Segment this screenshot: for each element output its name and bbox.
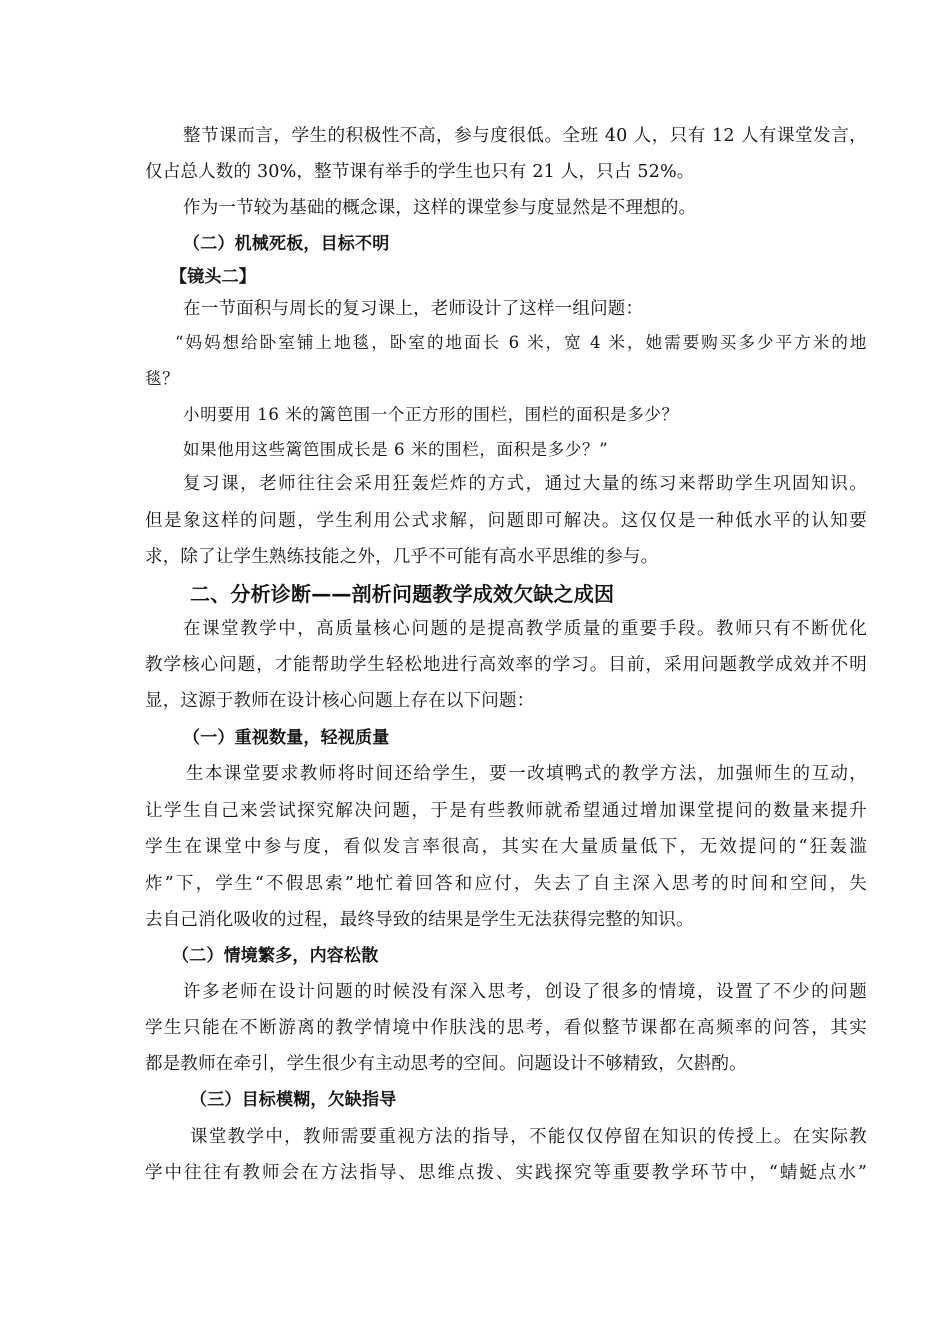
paragraph-line: 学中往往有教师会在方法指导、思维点拨、实践探究等重要教学环节中，“蜻蜓点水” xyxy=(145,1163,867,1183)
paragraph-line: 仅占总人数的 30%，整节课有举手的学生也只有 21 人，只占 52%。 xyxy=(145,162,695,182)
shot-label: 【镜头二】 xyxy=(170,267,256,287)
quote-line: “妈妈想给卧室铺上地毯，卧室的地面长 6 米，宽 4 米，她需要购买多少平方米的地 xyxy=(175,333,867,352)
paragraph-line: 复习课，老师往往会采用狂轰烂炸的方式，通过大量的练习来帮助学生巩固知识。 xyxy=(183,474,867,494)
section-heading: （一）重视数量，轻视质量 xyxy=(183,728,390,748)
paragraph-line: 教学核心问题，才能帮助学生轻松地进行高效率的学习。目前，采用问题教学成效并不明 xyxy=(145,655,867,675)
paragraph-line: 去自己消化吸收的过程，最终导致的结果是学生无法获得完整的知识。 xyxy=(145,910,694,930)
quote-line: 小明要用 16 米的篱笆围一个正方形的围栏，围栏的面积是多少？ xyxy=(183,405,679,424)
paragraph-line: 生本课堂要求教师将时间还给学生，要一改填鸭式的教学方法，加强师生的互动， xyxy=(186,764,867,784)
paragraph-line: 许多老师在设计问题的时候没有深入思考，创设了很多的情境，设置了不少的问题 xyxy=(183,982,867,1002)
paragraph-line: 作为一节较为基础的概念课，这样的课堂参与度显然是不理想的。 xyxy=(183,198,697,218)
quote-line: 毯？ xyxy=(145,369,180,388)
paragraph-line: 课堂教学中，教师需要重视方法的指导，不能仅仅停留在知识的传授上。在实际教 xyxy=(190,1127,867,1147)
paragraph-line: 显，这源于教师在设计核心问题上存在以下问题： xyxy=(145,691,535,711)
quote-line: 如果他用这些篱笆围成长是 6 米的围栏，面积是多少？” xyxy=(183,440,609,459)
section-heading: （二）情境繁多，内容松散 xyxy=(172,946,379,966)
paragraph-line: 炸”下，学生“不假思索”地忙着回答和应付，失去了自主深入思考的时间和空间，失 xyxy=(145,874,867,894)
paragraph-line: 但是象这样的问题，学生利用公式求解，问题即可解决。这仅仅是一种低水平的认知要 xyxy=(145,511,867,531)
paragraph-line: 都是教师在牵引，学生很少有主动思考的空间。问题设计不够精致，欠斟酌。 xyxy=(145,1054,747,1074)
paragraph-line: 让学生自己来尝试探究解决问题，于是有些教师就希望通过增加课堂提问的数量来提升 xyxy=(145,801,867,821)
paragraph-line: 学生只能在不断游离的教学情境中作肤浅的思考，看似整节课都在高频率的问答，其实 xyxy=(145,1018,867,1038)
paragraph-line: 求，除了让学生熟练技能之外，几乎不可能有高水平思维的参与。 xyxy=(145,547,659,567)
paragraph-line: 在一节面积与周长的复习课上，老师设计了这样一组问题： xyxy=(183,299,644,319)
section-heading: （二）机械死板，目标不明 xyxy=(183,234,390,254)
paragraph-line: 学生在课堂中参与度，看似发言率很高，其实在大量质量低下，无效提问的“狂轰滥 xyxy=(145,837,867,857)
chapter-heading: 二、分析诊断——剖析问题教学成效欠缺之成因 xyxy=(190,582,615,606)
paragraph-line: 在课堂教学中，高质量核心问题的是提高教学质量的重要手段。教师只有不断优化 xyxy=(183,619,867,639)
paragraph-line: 整节课而言，学生的积极性不高，参与度很低。全班 40 人，只有 12 人有课堂发言， xyxy=(183,126,867,146)
section-heading: （三）目标模糊，欠缺指导 xyxy=(190,1090,397,1110)
